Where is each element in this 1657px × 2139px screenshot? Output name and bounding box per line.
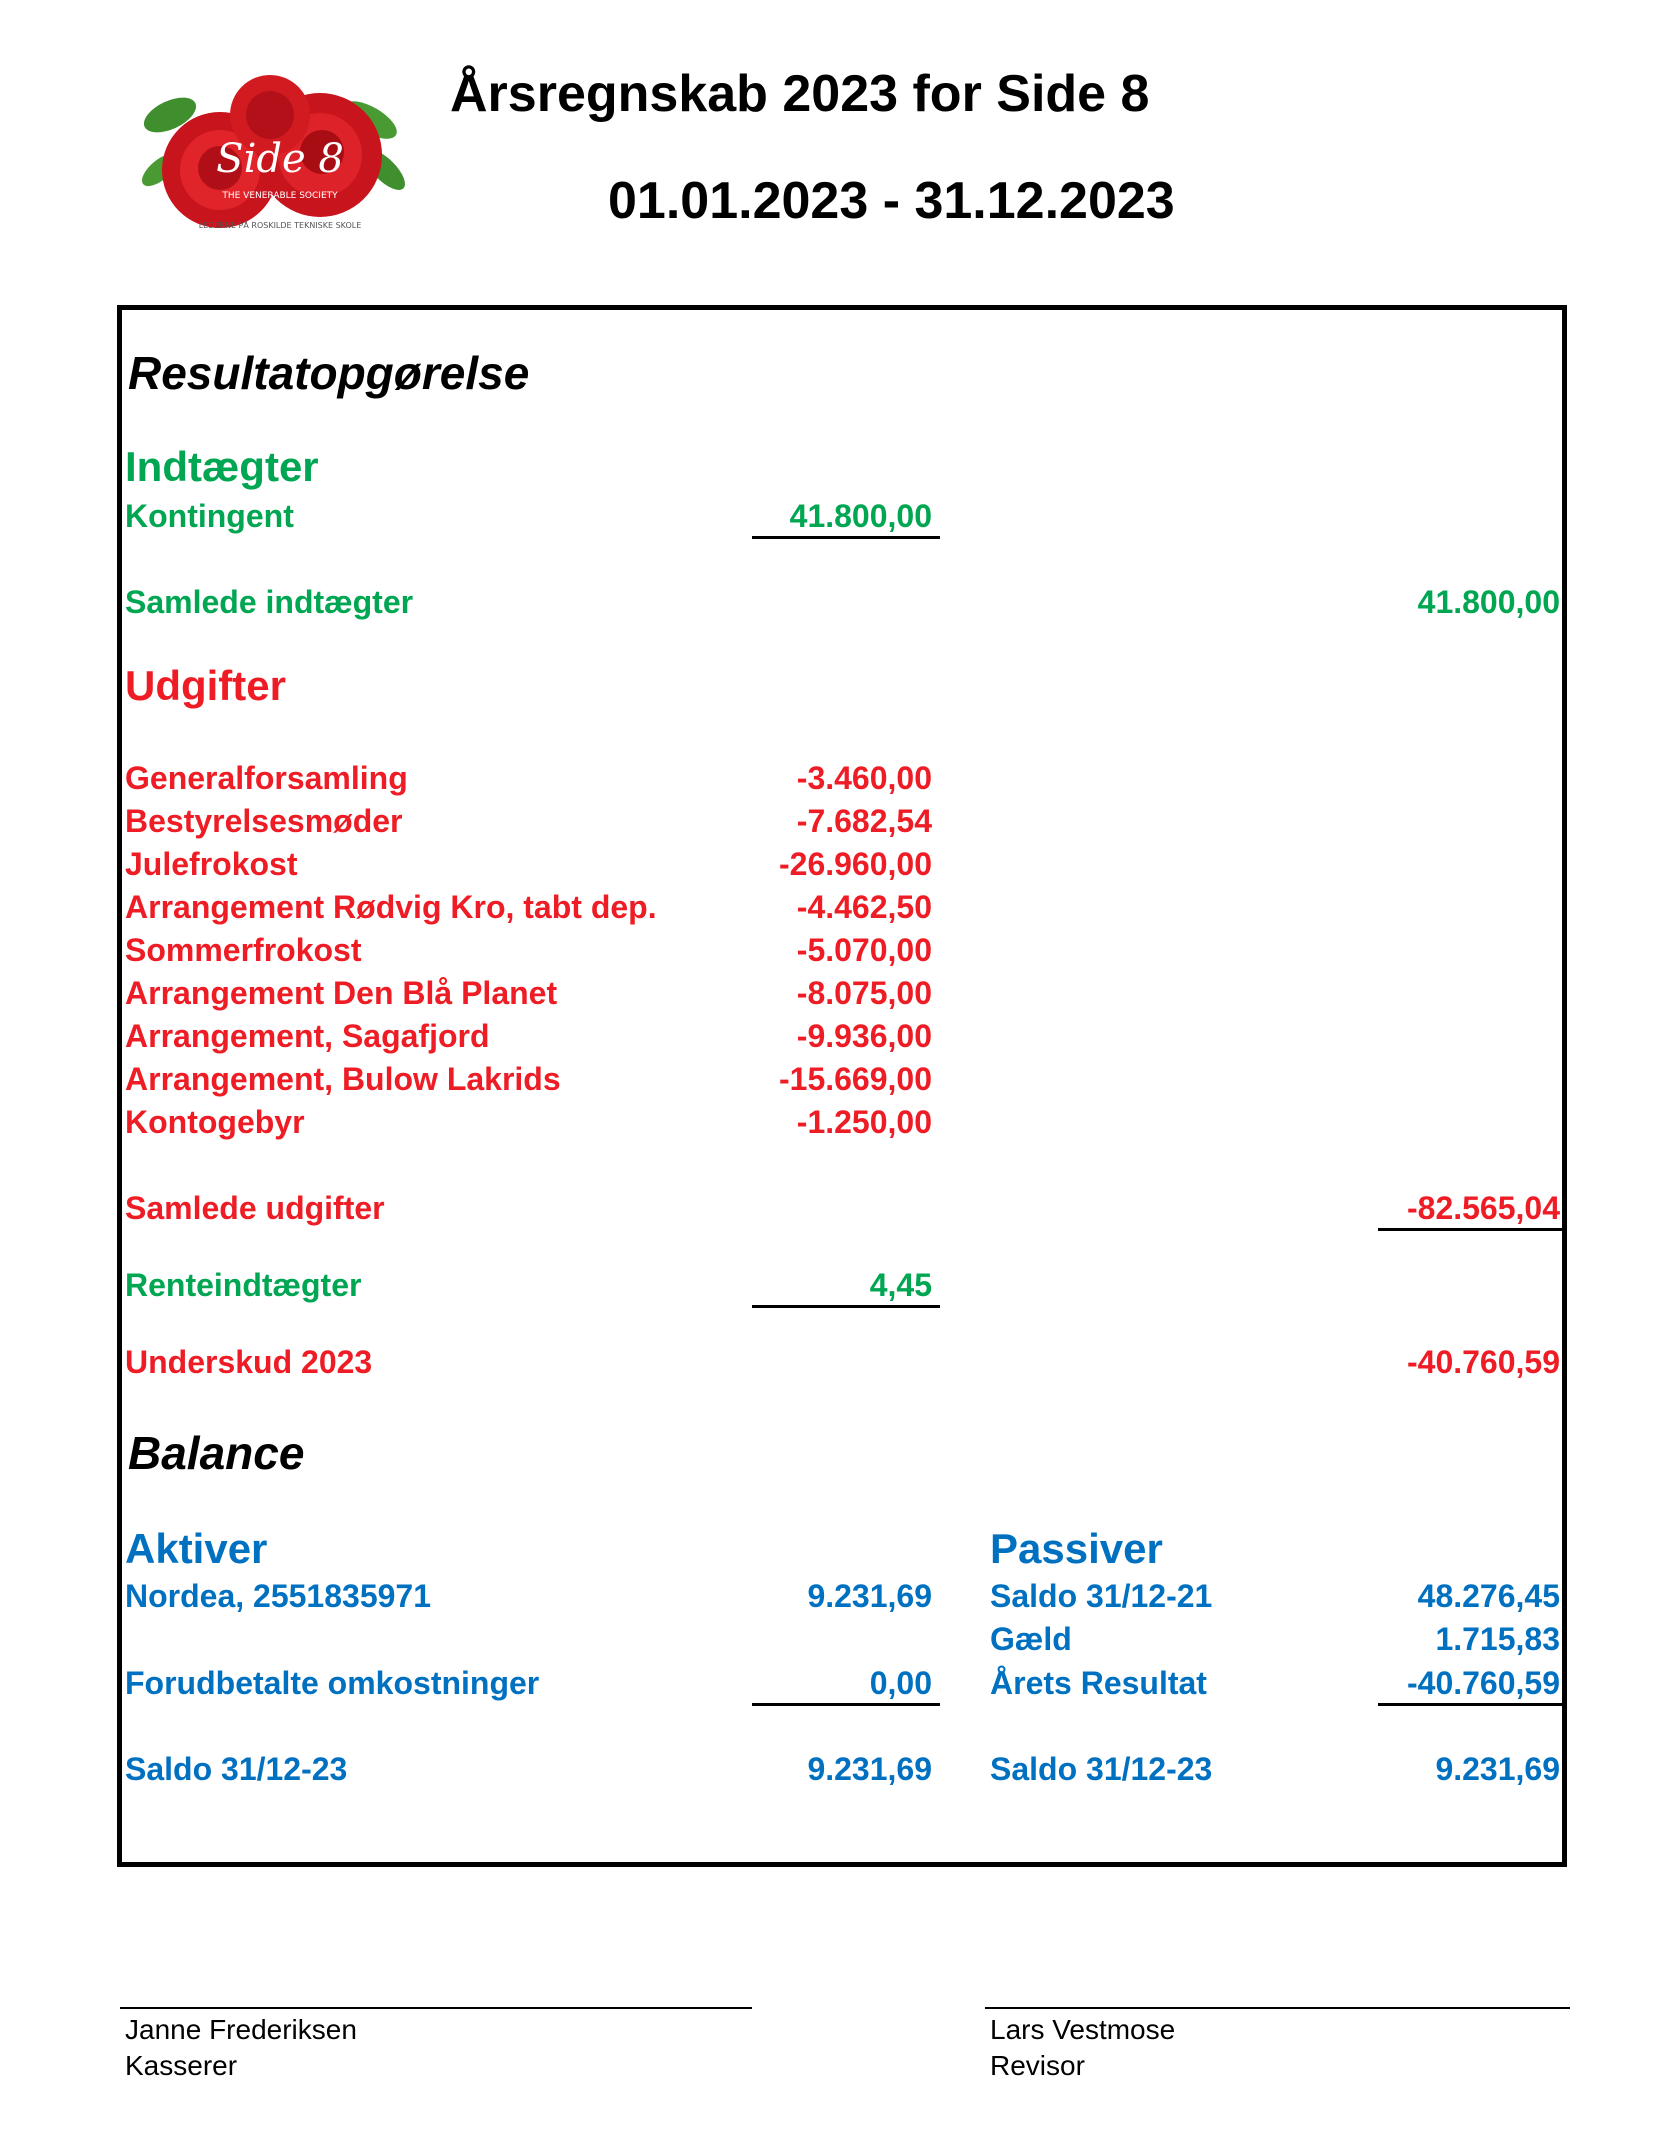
income-total-label: Samlede indtægter bbox=[125, 584, 414, 620]
underline bbox=[752, 536, 940, 539]
expense-item-label: Julefrokost bbox=[125, 846, 298, 882]
assets-saldo-label: Saldo 31/12-23 bbox=[125, 1751, 348, 1787]
logo-tagline: THE VENERABLE SOCIETY bbox=[222, 191, 338, 201]
expense-item-value: -15.669,00 bbox=[778, 1061, 932, 1097]
period: 01.01.2023 - 31.12.2023 bbox=[608, 172, 1175, 230]
logo-subtitle: LEDERNE PÅ ROSKILDE TEKNISKE SKOLE bbox=[198, 221, 362, 230]
interest-value: 4,45 bbox=[869, 1267, 932, 1303]
assets-heading: Aktiver bbox=[125, 1525, 268, 1572]
expense-heading: Udgifter bbox=[125, 662, 286, 709]
page-title: Årsregnskab 2023 for Side 8 bbox=[450, 65, 1150, 123]
asset-item-value: 9.231,69 bbox=[807, 1578, 932, 1614]
signature-name: Janne Frederiksen bbox=[125, 2014, 357, 2045]
expense-item-value: -4.462,50 bbox=[796, 889, 932, 925]
liability-item-value: 48.276,45 bbox=[1417, 1578, 1560, 1614]
side8-logo bbox=[130, 60, 420, 240]
expense-item-label: Arrangement Rødvig Kro, tabt dep. bbox=[125, 889, 657, 925]
signature-line bbox=[985, 2007, 1570, 2009]
expense-item-value: -5.070,00 bbox=[796, 932, 932, 968]
liabilities-heading: Passiver bbox=[990, 1525, 1163, 1572]
income-item-label: Kontingent bbox=[125, 498, 294, 534]
expense-item-label: Kontogebyr bbox=[125, 1104, 305, 1140]
roses-image bbox=[130, 60, 420, 240]
expense-item-label: Bestyrelsesmøder bbox=[125, 803, 403, 839]
signature-name: Lars Vestmose bbox=[990, 2014, 1176, 2045]
expense-item-label: Sommerfrokost bbox=[125, 932, 362, 968]
liability-item-label: Saldo 31/12-21 bbox=[990, 1578, 1213, 1614]
income-item-value: 41.800,00 bbox=[789, 498, 932, 534]
expense-item-label: Arrangement, Sagafjord bbox=[125, 1018, 490, 1054]
liability-item-label: Årets Resultat bbox=[990, 1665, 1207, 1701]
signature-line bbox=[120, 2007, 752, 2009]
asset-item-label: Nordea, 2551835971 bbox=[125, 1578, 431, 1614]
resultat-heading: Resultatopgørelse bbox=[128, 347, 530, 399]
assets-saldo-value: 9.231,69 bbox=[807, 1751, 932, 1787]
asset-item-value: 0,00 bbox=[869, 1665, 932, 1701]
signature-role: Kasserer bbox=[125, 2050, 238, 2081]
expense-item-label: Arrangement Den Blå Planet bbox=[125, 975, 558, 1011]
underline bbox=[752, 1305, 940, 1308]
liability-item-label: Gæld bbox=[990, 1621, 1072, 1657]
liability-item-value: 1.715,83 bbox=[1435, 1621, 1560, 1657]
deficit-value: -40.760,59 bbox=[1406, 1344, 1560, 1380]
signature-role: Revisor bbox=[990, 2050, 1085, 2081]
deficit-label: Underskud 2023 bbox=[125, 1344, 373, 1380]
logo-name: Side 8 bbox=[216, 136, 344, 182]
underline bbox=[1378, 1703, 1564, 1706]
interest-label: Renteindtægter bbox=[125, 1267, 362, 1303]
liability-item-value: -40.760,59 bbox=[1406, 1665, 1560, 1701]
expense-item-value: -9.936,00 bbox=[796, 1018, 932, 1054]
expense-item-value: -8.075,00 bbox=[796, 975, 932, 1011]
liabilities-saldo-label: Saldo 31/12-23 bbox=[990, 1751, 1213, 1787]
liabilities-saldo-value: 9.231,69 bbox=[1435, 1751, 1560, 1787]
expense-item-value: -7.682,54 bbox=[796, 803, 932, 839]
underline bbox=[1378, 1228, 1564, 1231]
expense-item-label: Arrangement, Bulow Lakrids bbox=[125, 1061, 561, 1097]
expense-item-value: -3.460,00 bbox=[796, 760, 932, 796]
asset-item-label: Forudbetalte omkostninger bbox=[125, 1665, 540, 1701]
expense-item-value: -26.960,00 bbox=[778, 846, 932, 882]
balance-heading: Balance bbox=[128, 1427, 305, 1479]
expense-total-value: -82.565,04 bbox=[1406, 1190, 1560, 1226]
expense-total-label: Samlede udgifter bbox=[125, 1190, 385, 1226]
income-total-value: 41.800,00 bbox=[1417, 584, 1560, 620]
expense-item-label: Generalforsamling bbox=[125, 760, 408, 796]
expense-item-value: -1.250,00 bbox=[796, 1104, 932, 1140]
underline bbox=[752, 1703, 940, 1706]
income-heading: Indtægter bbox=[125, 443, 319, 490]
